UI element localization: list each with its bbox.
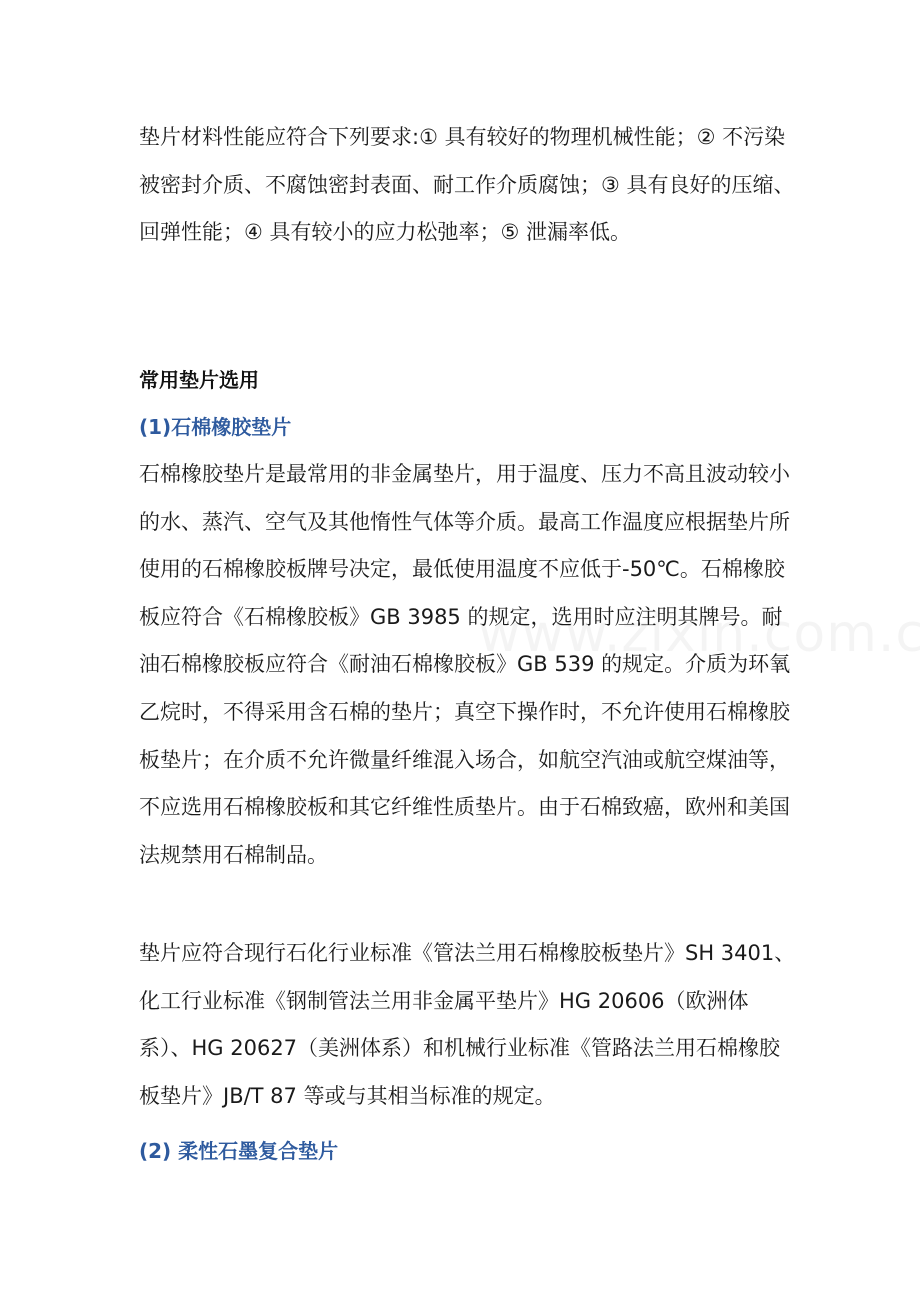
subsection-title-flexible-graphite: (2) 柔性石墨复合垫片	[139, 1139, 339, 1163]
subsection-title-asbestos-rubber: (1)石棉橡胶垫片	[139, 415, 292, 439]
paragraph-gasket-requirements: 垫片材料性能应符合下列要求:① 具有较好的物理机械性能；② 不污染被密封介质、不腐蚀密封表面、耐工作介质腐蚀；③ 具有良好的压缩、回弹性能；④ 具有较小的应力松弛率；⑤ 泄漏率低。	[139, 125, 795, 245]
paragraph-gasket-standards: 垫片应符合现行石化行业标准《管法兰用石棉橡胶板垫片》SH 3401、化工行业标准《钢制管法兰用非金属平垫片》HG 20606（欧洲体系）、HG 20627（美洲体系）和机械行业标准《管路法兰用石棉橡胶板垫片》JB/T 87 等或与其相当标准的规定。	[139, 941, 796, 1108]
section-title-common-gaskets: 常用垫片选用	[139, 368, 259, 392]
paragraph-asbestos-rubber-gasket: 石棉橡胶垫片是最常用的非金属垫片，用于温度、压力不高且波动较小的水、蒸汽、空气及其他惰性气体等介质。最高工作温度应根据垫片所使用的石棉橡胶板牌号决定，最低使用温度不应低于-50℃。石棉橡胶板应符合《石棉橡胶板》GB 3985 的规定，选用时应注明其牌号。耐油石棉橡胶板应符合《耐油石棉橡胶板》GB 539 的规定。介质为环氧乙烷时，不得采用含石棉的垫片；真空下操作时，不允许使用石棉橡胶板垫片；在介质不允许微量纤维混入场合，如航空汽油或航空煤油等，不应选用石棉橡胶板和其它纤维性质垫片。由于石棉致癌，欧州和美国法规禁用石棉制品。	[139, 462, 791, 867]
